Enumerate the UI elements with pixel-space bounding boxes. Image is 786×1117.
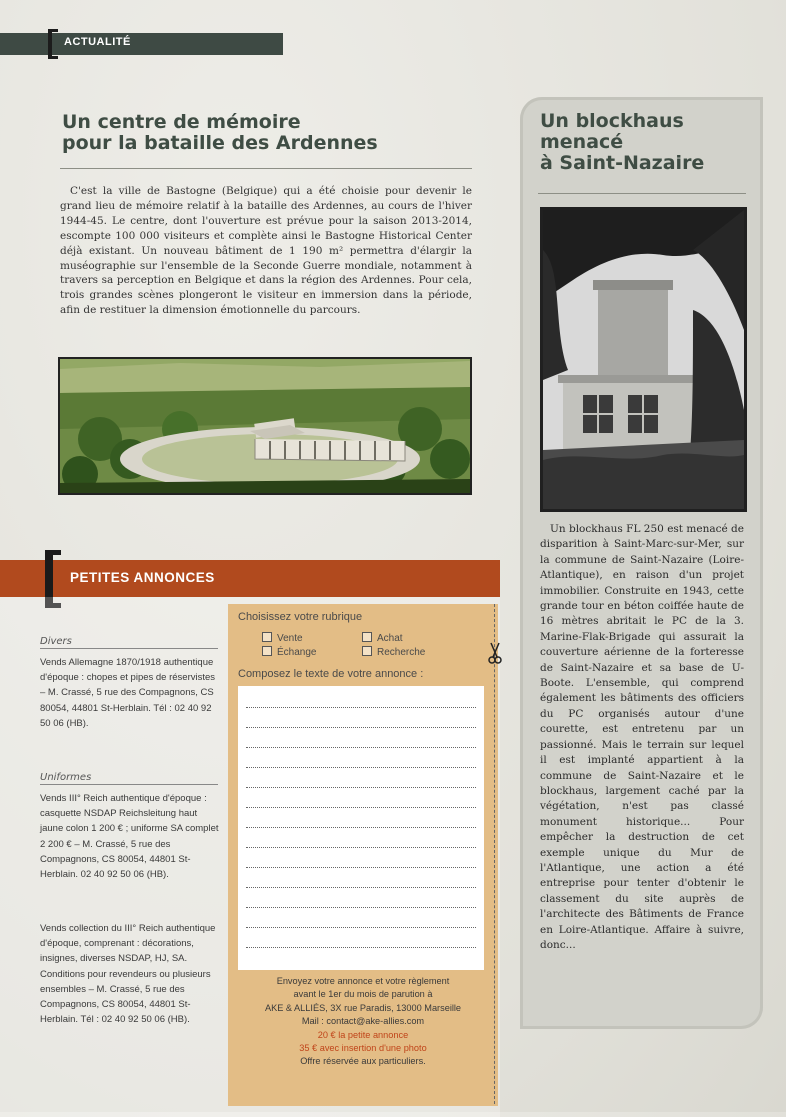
writing-line	[246, 947, 476, 948]
compose-heading: Composez le texte de votre annonce :	[238, 668, 424, 680]
main-title-line2: pour la bataille des Ardennes	[62, 132, 378, 154]
rubric-heading: Choisissez votre rubrique	[238, 611, 363, 623]
banner-bracket	[48, 29, 58, 59]
ad-category: Uniformes	[40, 772, 92, 783]
option-achat[interactable]	[362, 632, 403, 644]
section-banner	[0, 33, 283, 55]
writing-line	[246, 867, 476, 868]
footer-note: Offre réservée aux particuliers.	[300, 1056, 426, 1067]
ad-block-divers	[40, 636, 220, 731]
writing-line	[246, 747, 476, 748]
side-title-line1: Un blockhaus	[540, 110, 684, 132]
option-echange[interactable]	[262, 646, 316, 658]
title-divider	[60, 168, 472, 169]
checkbox[interactable]	[262, 646, 272, 656]
option-recherche[interactable]	[362, 646, 425, 658]
ad-text: Vends III° Reich authentique d'époque : casquette NSDAP Reichsleitung haut jaune colon 1 200 € ; uniforme SA complet 2 200 € – M. Crassé, 5 rue des Compagnons, CS 80054, 44801 St-Herblain. 02 40 92 50 06 (HB).	[40, 793, 219, 881]
memorial-aerial-photo	[58, 357, 472, 495]
option-label: Achat	[377, 633, 403, 644]
side-title-line3: à Saint-Nazaire	[540, 152, 705, 174]
side-article-body: Un blockhaus FL 250 est menacé de disparition à Saint-Marc-sur-Mer, sur la commune de Saint-Nazaire (Loire-Atlantique), en raison d'un projet immobilier. Construite en 1943, cette grande tour en béton coiffée haute de 16 mètres abritait le PC de la 3. Marine-Flak-Brigade qui assurait la couverture aérienne de la forteresse de Saint-Nazaire et sa base de U-Boote. L'ensemble, qui comprend également les bâtiments des officiers du PC organisés autour d'une courette, est entretenu par un passionné. Mais le terrain sur lequel il est implanté appartient à la commune de Saint-Nazaire et le blockhaus, largement caché par la végétation, n'est pas classé monument historique... Pour empêcher la destruction de cet exemple unique du Mur de l'Atlantique, une action a été entreprise pour tenter d'obtenir le classement du site auprès de l'architecte des Bâtiments de France en Loire-Atlantique. Affaire à suivre, donc...	[540, 523, 744, 951]
ad-text: Vends Allemagne 1870/1918 authentique d'époque : chopes et pipes de réservistes – M. Crassé, 5 rue des Compagnons, CS 80054, 44801 St-Herblain. Tél : 02 40 92 50 06 (HB).	[40, 657, 216, 729]
main-article-title	[62, 112, 482, 154]
writing-line	[246, 767, 476, 768]
cut-line	[494, 604, 495, 1104]
price-line: 20 € la petite annonce	[317, 1029, 409, 1040]
checkbox[interactable]	[362, 646, 372, 656]
option-vente[interactable]	[262, 632, 303, 644]
writing-line	[246, 727, 476, 728]
writing-line	[246, 907, 476, 908]
form-footer	[235, 975, 491, 1069]
scissors-icon	[488, 642, 502, 664]
side-article-title	[540, 111, 750, 174]
option-label: Recherche	[377, 647, 426, 658]
annonces-title: PETITES ANNONCES	[70, 570, 215, 585]
writing-line	[246, 827, 476, 828]
writing-line	[246, 787, 476, 788]
option-label: Échange	[277, 647, 317, 658]
ad-text: Vends collection du III° Reich authentique d'époque, comprenant : décorations, insignes, diverses NSDAP, HJ, SA. Conditions pour revendeurs ou plusieurs ensembles – M. Crassé, 5 rue des Compagnons, CS 80054, 44801 St-Herblain. Tél : 02 40 92 50 06 (HB).	[40, 923, 216, 1026]
side-title-divider	[538, 193, 746, 194]
ad-category-rule	[40, 648, 218, 649]
checkbox[interactable]	[362, 632, 372, 642]
ad-category: Divers	[40, 636, 72, 647]
writing-line	[246, 887, 476, 888]
blockhaus-photo	[540, 207, 747, 512]
ad-block-collection	[40, 915, 220, 1027]
checkbox[interactable]	[262, 632, 272, 642]
footer-line: avant le 1er du mois de parution à	[293, 989, 433, 1000]
writing-line	[246, 707, 476, 708]
writing-line	[246, 927, 476, 928]
section-label: ACTUALITÉ	[64, 36, 131, 48]
ad-block-uniformes	[40, 772, 220, 882]
ad-category-rule	[40, 784, 218, 785]
option-label: Vente	[277, 633, 303, 644]
footer-mail: Mail : contact@ake-allies.com	[301, 1016, 425, 1027]
writing-line	[246, 807, 476, 808]
writing-line	[246, 847, 476, 848]
footer-line: Envoyez votre annonce et votre règlement	[276, 976, 450, 986]
side-title-line2: menacé	[540, 131, 624, 153]
main-article-body: C'est la ville de Bastogne (Belgique) qui a été choisie pour devenir le grand lieu de mémoire relatif à la bataille des Ardennes, au cours de l'hiver 1944-45. Le centre, dont l'ouverture est prévue pour la saison 2013-2014, escompte 100 000 visiteurs et complète ainsi le Bastogne Historical Center déjà existant. Un nouveau bâtiment de 1 190 m² permettra d'élargir la muséographie sur l'ensemble de la Seconde Guerre mondiale, notamment à travers sa perception en Belgique et dans la région des Ardennes. Pour cela, trois grandes scènes plongeront le visiteur en immersion dans la période, afin de restituer la dimension émotionnelle du parcours.	[60, 185, 472, 317]
price-line: 35 € avec insertion d'une photo	[299, 1043, 427, 1054]
footer-address: AKE & ALLIÉS, 3X rue Paradis, 13000 Marseille	[264, 1002, 462, 1013]
main-title-line1: Un centre de mémoire	[62, 111, 301, 133]
